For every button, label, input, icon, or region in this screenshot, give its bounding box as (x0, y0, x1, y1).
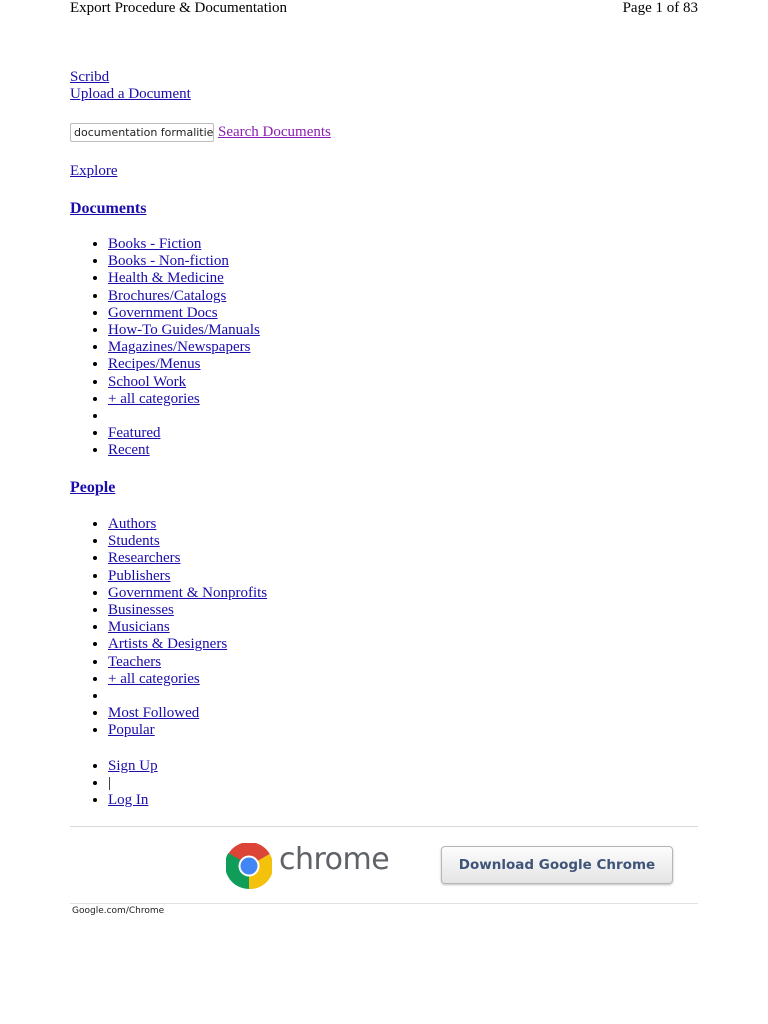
category-link[interactable]: Teachers (108, 653, 162, 670)
list-item (108, 391, 260, 408)
list-item (108, 425, 260, 442)
list-item (108, 585, 267, 602)
auth-separator: • | (108, 775, 158, 792)
category-link[interactable]: Government Docs (108, 304, 218, 321)
list-item (108, 568, 267, 585)
upload-document-link[interactable]: Upload a Document (70, 86, 191, 102)
list-item (108, 374, 260, 391)
ad-divider-bottom (70, 903, 698, 904)
list-item (108, 758, 158, 775)
top-links (70, 69, 191, 103)
category-link[interactable]: Books - Non-fiction (108, 253, 229, 270)
list-item (108, 533, 267, 550)
category-link[interactable]: Magazines/Newspapers (108, 339, 251, 356)
people-category-list (70, 516, 267, 739)
category-link[interactable]: School Work (108, 373, 187, 390)
list-item (108, 654, 267, 671)
search-input[interactable] (70, 123, 214, 142)
documents-heading-link[interactable]: Documents (70, 200, 147, 217)
category-link[interactable]: Businesses (108, 601, 174, 618)
search-documents-link[interactable]: Search Documents (218, 124, 331, 140)
category-link[interactable]: Researchers (108, 550, 181, 567)
recent-link[interactable]: Recent (108, 442, 150, 459)
category-link[interactable]: Recipes/Menus (108, 356, 201, 373)
list-item (108, 550, 267, 567)
popular-link[interactable]: Popular (108, 722, 155, 739)
most-followed-link[interactable]: Most Followed (108, 705, 200, 722)
list-item (108, 516, 267, 533)
category-link[interactable]: Government & Nonprofits (108, 584, 268, 601)
category-link[interactable]: How-To Guides/Manuals (108, 321, 260, 338)
document-title: Export Procedure & Documentation (70, 0, 288, 16)
category-link[interactable]: Students (108, 533, 160, 550)
category-link[interactable]: Publishers (108, 567, 171, 584)
auth-list (70, 758, 158, 810)
sign-up-link[interactable]: Sign Up (108, 758, 158, 774)
list-item (108, 236, 260, 253)
scribd-link[interactable]: Scribd (70, 69, 110, 85)
chrome-logo-center (241, 858, 258, 875)
list-item (108, 792, 158, 809)
list-item (108, 619, 267, 636)
empty-list-item (108, 688, 267, 705)
list-item (108, 288, 260, 305)
category-link[interactable]: Health & Medicine (108, 270, 224, 287)
empty-list-item (108, 408, 260, 425)
chrome-wordmark[interactable]: chrome (279, 842, 390, 877)
category-link[interactable]: Authors (108, 516, 157, 532)
category-link[interactable]: Brochures/Catalogs (108, 287, 227, 304)
all-categories-link[interactable]: + all categories (108, 670, 200, 687)
list-item (108, 305, 260, 322)
featured-link[interactable]: Featured (108, 425, 161, 442)
list-item (108, 602, 267, 619)
people-heading-link[interactable]: People (70, 479, 116, 496)
list-item (108, 671, 267, 688)
search-bar (70, 123, 331, 142)
list-item (108, 636, 267, 653)
chrome-logo-icon[interactable] (226, 843, 272, 889)
list-item (108, 270, 260, 287)
download-google-chrome-button[interactable]: Download Google Chrome (441, 846, 673, 884)
ad-url[interactable]: Google.com/Chrome (72, 906, 165, 916)
list-item (108, 339, 260, 356)
category-link[interactable]: Musicians (108, 619, 170, 636)
list-item (108, 253, 260, 270)
list-item (108, 442, 260, 459)
category-link[interactable]: Artists & Designers (108, 636, 228, 653)
page-indicator: Page 1 of 83 (622, 0, 698, 16)
documents-category-list (70, 236, 260, 459)
list-item (108, 322, 260, 339)
log-in-link[interactable]: Log In (108, 792, 149, 809)
list-item (108, 722, 267, 739)
category-link[interactable]: Books - Fiction (108, 236, 202, 252)
list-item (108, 705, 267, 722)
list-item (108, 356, 260, 373)
all-categories-link[interactable]: + all categories (108, 390, 200, 407)
explore-link[interactable]: Explore (70, 163, 118, 179)
